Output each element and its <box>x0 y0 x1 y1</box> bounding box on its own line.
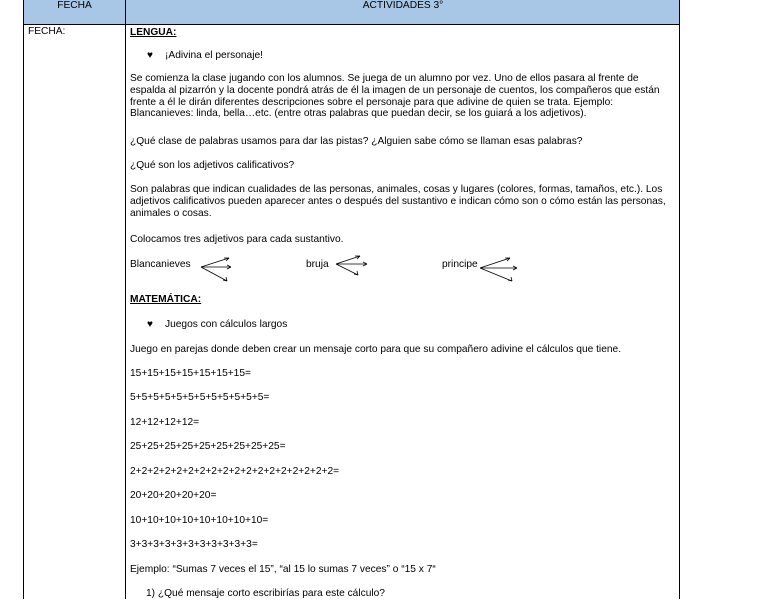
lengua-question-2: ¿Qué son los adjetivos calificativos? <box>130 160 295 171</box>
table-header <box>24 0 679 25</box>
lengua-title: LENGUA: <box>130 27 177 38</box>
three-arrows-icon <box>201 257 237 283</box>
calculation-line: 20+20+20+20+20= <box>130 490 217 501</box>
three-arrows-icon <box>336 255 372 279</box>
heart-bullet-icon: ♥ <box>147 50 153 61</box>
calculation-line: 12+12+12+12= <box>130 417 200 428</box>
header-actividades: ACTIVIDADES 3° <box>362 0 444 11</box>
lengua-definition: Son palabras que indican cualidades de las personas, animales, cosas y lugares (colores, formas, tamaños, etc.). Los adjetivos calificativos pueden aparecer antes o después del sustantivo e indican cómo son o cómo están las personas, animales o cosas. <box>130 184 666 219</box>
fecha-label: FECHA: <box>28 26 66 37</box>
calculation-line: 15+15+15+15+15+15+15= <box>130 368 251 379</box>
header-fecha: FECHA <box>57 0 92 11</box>
activities-table <box>23 0 680 599</box>
lengua-bullet-text: ¡Adivina el personaje! <box>165 50 263 61</box>
matematica-bullet-text: Juegos con cálculos largos <box>165 319 288 330</box>
lengua-question-1: ¿Qué clase de palabras usamos para dar las pistas? ¿Alguien sabe cómo se llaman esas palabras? <box>130 136 583 147</box>
noun-bruja: bruja <box>306 259 329 270</box>
calculation-line: 25+25+25+25+25+25+25+25+25= <box>130 441 286 452</box>
heart-bullet-icon: ♥ <box>147 319 153 330</box>
noun-blancanieves: Blancanieves <box>130 259 191 270</box>
matematica-bullet <box>147 319 287 331</box>
numbered-question: 1) ¿Qué mensaje corto escribirías para este cálculo? <box>146 588 385 599</box>
calculation-line: 2+2+2+2+2+2+2+2+2+2+2+2+2+2+2+2+2+2= <box>130 466 340 477</box>
three-arrows-icon <box>480 257 520 283</box>
matematica-title: MATEMÁTICA: <box>130 294 202 305</box>
calculation-line: 3+3+3+3+3+3+3+3+3+3+3= <box>130 539 258 550</box>
lengua-bullet <box>147 50 263 62</box>
matematica-intro: Juego en parejas donde deben crear un mensaje corto para que su compañero adivine el cálculos que tiene. <box>130 344 622 355</box>
noun-principe: principe <box>442 259 478 270</box>
matematica-example: Ejemplo: “Sumas 7 veces el 15”, “al 15 lo sumas 7 veces” o “15 x 7“ <box>130 564 436 575</box>
column-divider <box>125 0 126 599</box>
lengua-instruction: Colocamos tres adjetivos para cada sustantivo. <box>130 234 344 245</box>
calculation-line: 5+5+5+5+5+5+5+5+5+5+5+5= <box>130 392 270 403</box>
calculation-line: 10+10+10+10+10+10+10+10= <box>130 515 269 526</box>
lengua-intro: Se comienza la clase jugando con los alumnos. Se juega de un alumno por vez. Uno de ellos pasara al frente de espalda al pizarrón y la docente pondrá atrás de él la imagen de un personaje de cuentos, los compañeros que están frente a él le dirán diferentes descripciones sobre el personaje para que adivine de quien se trata. Ejemplo: Blancanieves: linda, bella…etc. (entre otras palabras que puedan decir, se los guiará a los adjetivos). <box>130 73 660 120</box>
